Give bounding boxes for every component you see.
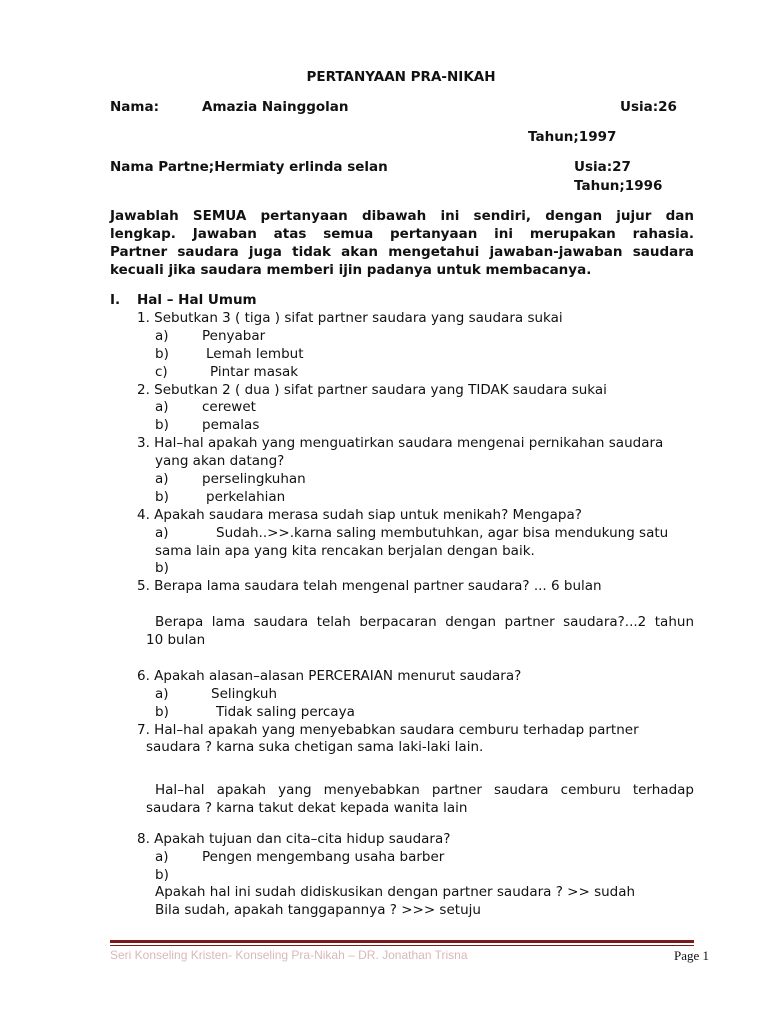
answer-label: b) [155, 704, 169, 720]
usia-value: Usia:26 [620, 99, 677, 115]
question-2: 2. Sebutkan 2 ( dua ) sifat partner saudara yang TIDAK saudara sukai [137, 382, 607, 398]
answer-text: Pengen mengembang usaha barber [202, 849, 445, 865]
answer-text-cont: sama lain apa yang kita rencakan berjalan dengan baik. [155, 543, 535, 559]
question-7-followup-cont: saudara ? karna takut dekat kepada wanita lain [146, 800, 468, 816]
question-5-followup: Berapa lama saudara telah berpacaran dengan partner saudara?...2 tahun [155, 614, 694, 630]
section-title: Hal – Hal Umum [137, 292, 257, 308]
instructions-line-2: lengkap. Jawaban atas semua pertanyaan ini merupakan rahasia. [110, 226, 694, 242]
question-8-followup: Apakah hal ini sudah didiskusikan dengan partner saudara ? >> sudah [155, 884, 636, 900]
answer-text: Penyabar [202, 328, 266, 344]
question-7: 7. Hal–hal apakah yang menyebabkan saudara cemburu terhadap partner [137, 722, 639, 738]
question-8-followup-2: Bila sudah, apakah tanggapannya ? >>> setuju [155, 902, 481, 918]
page-title: PERTANYAAN PRA-NIKAH [306, 69, 496, 85]
question-1: 1. Sebutkan 3 ( tiga ) sifat partner saudara yang saudara sukai [137, 310, 563, 326]
answer-label: a) [155, 471, 169, 487]
question-3-cont: yang akan datang? [155, 453, 285, 469]
footer-series: Seri Konseling Kristen- Konseling Pra-Nikah – DR. Jonathan Trisna [110, 948, 468, 962]
answer-label: a) [155, 399, 169, 415]
question-8: 8. Apakah tujuan dan cita–cita hidup saudara? [137, 831, 451, 847]
question-5-followup-cont: 10 bulan [146, 632, 206, 648]
answer-label: a) [155, 525, 169, 541]
instructions-line-3: Partner saudara juga tidak akan mengetahui jawaban-jawaban saudara [110, 244, 694, 260]
tahun-value: Tahun;1997 [528, 129, 617, 145]
answer-label: b) [155, 346, 169, 362]
footer-rule-thick [110, 940, 694, 943]
nama-value: Amazia Nainggolan [202, 99, 349, 115]
answer-text: cerewet [202, 399, 256, 415]
answer-label: b) [155, 560, 169, 576]
instructions-line-4: kecuali jika saudara memberi ijin padanya untuk membacanya. [110, 262, 592, 278]
answer-label: c) [155, 364, 168, 380]
question-6: 6. Apakah alasan–alasan PERCERAIAN menurut saudara? [137, 668, 522, 684]
answer-text: pemalas [202, 417, 260, 433]
answer-text: Tidak saling percaya [216, 704, 355, 720]
partner-usia: Usia:27 [574, 159, 631, 175]
nama-label: Nama: [110, 99, 159, 115]
footer-rule-thin [110, 945, 694, 946]
partner-name: Nama Partne;Hermiaty erlinda selan [110, 159, 388, 175]
answer-label: b) [155, 417, 169, 433]
answer-label: a) [155, 849, 169, 865]
question-4: 4. Apakah saudara merasa sudah siap untuk menikah? Mengapa? [137, 507, 582, 523]
page-number: Page 1 [674, 948, 710, 963]
instructions-line-1: Jawablah SEMUA pertanyaan dibawah ini sendiri, dengan jujur dan [110, 208, 694, 224]
question-3: 3. Hal–hal apakah yang menguatirkan saudara mengenai pernikahan saudara [137, 435, 664, 451]
answer-text: Pintar masak [210, 364, 299, 380]
answer-label: b) [155, 867, 169, 883]
question-7-followup: Hal–hal apakah yang menyebabkan partner saudara cemburu terhadap [155, 782, 694, 798]
answer-text: Lemah lembut [206, 346, 304, 362]
answer-label: b) [155, 489, 169, 505]
answer-label: a) [155, 686, 169, 702]
question-5: 5. Berapa lama saudara telah mengenal partner saudara? ... 6 bulan [137, 578, 602, 594]
question-7-cont: saudara ? karna suka chetigan sama laki-laki lain. [146, 739, 484, 755]
answer-text: perselingkuhan [202, 471, 306, 487]
answer-text: Selingkuh [211, 686, 278, 702]
answer-label: a) [155, 328, 169, 344]
answer-text: perkelahian [206, 489, 286, 505]
answer-text: Sudah..>>.karna saling membutuhkan, agar bisa mendukung satu [216, 525, 669, 541]
partner-tahun: Tahun;1996 [574, 178, 663, 194]
section-number: I. [110, 292, 121, 308]
